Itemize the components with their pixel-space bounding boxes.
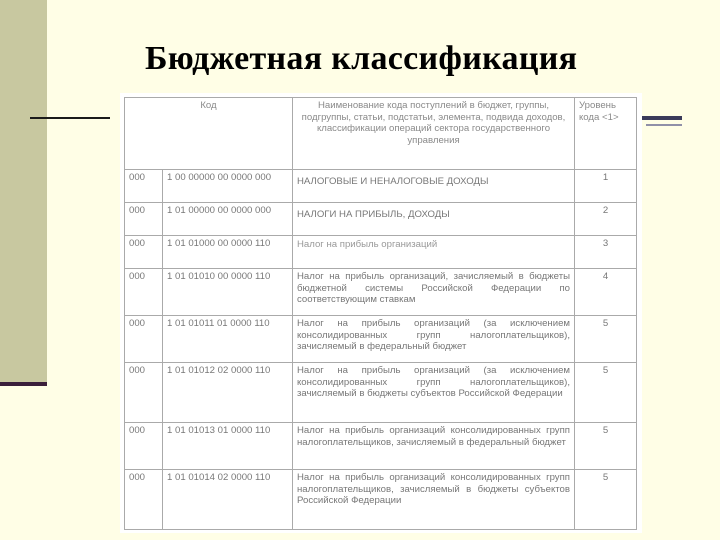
header-level: Уровень кода <1> bbox=[575, 98, 637, 170]
admin-code-cell: 000 bbox=[125, 423, 163, 470]
header-name: Наименование кода поступлений в бюджет, группы, подгруппы, статьи, подстатьи, элемента, подвида доходов, классификации операций сектора государственного управления bbox=[293, 98, 575, 170]
income-code-cell: 1 01 01013 01 0000 110 bbox=[163, 423, 293, 470]
table-row bbox=[125, 269, 637, 316]
admin-code-cell: 000 bbox=[125, 470, 163, 530]
income-code-cell: 1 01 01012 02 0000 110 bbox=[163, 363, 293, 423]
admin-code-cell: 000 bbox=[125, 203, 163, 236]
income-name-cell: Налог на прибыль организаций, зачисляемый в бюджеты бюджетной системы Российской Федерации по соответствующим ставкам bbox=[293, 269, 575, 316]
income-name-cell: Налог на прибыль организаций bbox=[293, 236, 575, 269]
level-cell: 5 bbox=[575, 363, 637, 423]
income-name-cell: НАЛОГОВЫЕ И НЕНАЛОГОВЫЕ ДОХОДЫ bbox=[293, 170, 575, 203]
table-header-row bbox=[125, 98, 637, 170]
income-name-cell: Налог на прибыль организаций (за исключением консолидированных групп налогоплательщиков), зачисляемый в федеральный бюджет bbox=[293, 316, 575, 363]
level-cell: 4 bbox=[575, 269, 637, 316]
decorative-left-band-edge bbox=[0, 382, 47, 386]
income-name-cell: НАЛОГИ НА ПРИБЫЛЬ, ДОХОДЫ bbox=[293, 203, 575, 236]
income-code-cell: 1 01 01011 01 0000 110 bbox=[163, 316, 293, 363]
income-code-cell: 1 01 01000 00 0000 110 bbox=[163, 236, 293, 269]
table-row bbox=[125, 236, 637, 269]
income-name-cell: Налог на прибыль организаций (за исключением консолидированных групп налогоплательщиков), зачисляемый в бюджеты субъектов Российской Федерации bbox=[293, 363, 575, 423]
level-cell: 3 bbox=[575, 236, 637, 269]
income-code-cell: 1 01 00000 00 0000 000 bbox=[163, 203, 293, 236]
level-cell: 2 bbox=[575, 203, 637, 236]
admin-code-cell: 000 bbox=[125, 170, 163, 203]
table-row bbox=[125, 423, 637, 470]
decorative-rule-right-thin bbox=[646, 124, 682, 126]
decorative-rule-right bbox=[640, 116, 682, 120]
header-code: Код bbox=[125, 98, 293, 170]
income-code-cell: 1 00 00000 00 0000 000 bbox=[163, 170, 293, 203]
classification-table-image bbox=[120, 93, 642, 533]
income-code-cell: 1 01 01010 00 0000 110 bbox=[163, 269, 293, 316]
level-cell: 5 bbox=[575, 470, 637, 530]
slide-title: Бюджетная классификация bbox=[145, 40, 578, 77]
level-cell: 5 bbox=[575, 316, 637, 363]
table-row bbox=[125, 316, 637, 363]
table-row bbox=[125, 470, 637, 530]
admin-code-cell: 000 bbox=[125, 316, 163, 363]
budget-classification-table bbox=[124, 97, 637, 530]
decorative-rule-left bbox=[30, 117, 110, 119]
level-cell: 5 bbox=[575, 423, 637, 470]
level-cell: 1 bbox=[575, 170, 637, 203]
income-name-cell: Налог на прибыль организаций консолидированных групп налогоплательщиков, зачисляемый в бюджеты субъектов Российской Федерации bbox=[293, 470, 575, 530]
income-code-cell: 1 01 01014 02 0000 110 bbox=[163, 470, 293, 530]
decorative-left-band bbox=[0, 0, 47, 384]
table-row bbox=[125, 170, 637, 203]
admin-code-cell: 000 bbox=[125, 236, 163, 269]
income-name-cell: Налог на прибыль организаций консолидированных групп налогоплательщиков, зачисляемый в федеральный бюджет bbox=[293, 423, 575, 470]
table-row bbox=[125, 363, 637, 423]
admin-code-cell: 000 bbox=[125, 363, 163, 423]
admin-code-cell: 000 bbox=[125, 269, 163, 316]
table-row bbox=[125, 203, 637, 236]
